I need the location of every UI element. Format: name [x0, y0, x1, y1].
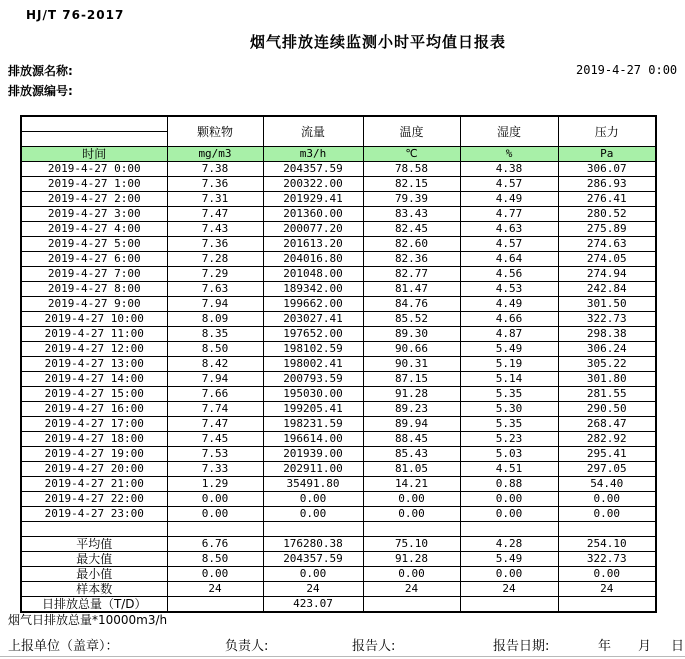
table-row	[21, 192, 656, 207]
value-cell: 200077.20	[263, 222, 363, 237]
value-cell: 82.15	[363, 177, 460, 192]
unit-temperature: ℃	[363, 147, 460, 162]
value-cell: 7.43	[167, 222, 263, 237]
value-cell: 202911.00	[263, 462, 363, 477]
value-cell: 4.63	[460, 222, 558, 237]
table-row	[21, 507, 656, 522]
value-cell: 8.09	[167, 312, 263, 327]
value-cell: 7.47	[167, 207, 263, 222]
value-cell: 7.47	[167, 417, 263, 432]
table-row	[21, 162, 656, 177]
value-cell: 200793.59	[263, 372, 363, 387]
summary-label-cell: 日排放总量（T/D）	[21, 597, 167, 613]
value-cell: 301.50	[558, 297, 656, 312]
time-cell: 2019-4-27 20:00	[21, 462, 167, 477]
value-cell: 0.00	[558, 507, 656, 522]
table-row	[21, 207, 656, 222]
time-cell: 2019-4-27 9:00	[21, 297, 167, 312]
month-label: 月	[638, 639, 652, 654]
value-cell: 301.80	[558, 372, 656, 387]
summary-value-cell: 75.10	[363, 537, 460, 552]
value-cell: 7.63	[167, 282, 263, 297]
table-row	[21, 222, 656, 237]
value-cell: 298.38	[558, 327, 656, 342]
summary-value-cell: 24	[363, 582, 460, 597]
value-cell: 4.77	[460, 207, 558, 222]
value-cell: 82.60	[363, 237, 460, 252]
value-cell: 204016.80	[263, 252, 363, 267]
time-cell: 2019-4-27 12:00	[21, 342, 167, 357]
value-cell: 0.00	[167, 492, 263, 507]
value-cell: 4.38	[460, 162, 558, 177]
time-cell: 2019-4-27 4:00	[21, 222, 167, 237]
col-header-temperature: 温度	[363, 116, 460, 147]
value-cell: 5.03	[460, 447, 558, 462]
col-header-humidity: 湿度	[460, 116, 558, 147]
summary-label-cell: 最大值	[21, 552, 167, 567]
summary-value-cell	[460, 597, 558, 613]
time-cell: 2019-4-27 22:00	[21, 492, 167, 507]
time-cell: 2019-4-27 15:00	[21, 387, 167, 402]
value-cell: 7.94	[167, 372, 263, 387]
unit-header-row	[21, 147, 656, 162]
value-cell: 1.29	[167, 477, 263, 492]
time-cell: 2019-4-27 10:00	[21, 312, 167, 327]
table-row	[21, 327, 656, 342]
value-cell: 4.49	[460, 297, 558, 312]
time-header-blank-top	[21, 116, 167, 132]
page-title: 烟气排放连续监测小时平均值日报表	[250, 33, 507, 51]
value-cell: 201360.00	[263, 207, 363, 222]
time-cell: 2019-4-27 23:00	[21, 507, 167, 522]
spacer-cell	[21, 522, 167, 537]
table-row	[21, 237, 656, 252]
summary-row	[21, 582, 656, 597]
summary-row	[21, 537, 656, 552]
total-emission-note: 烟气日排放总量*10000m3/h	[8, 613, 168, 627]
time-cell: 2019-4-27 16:00	[21, 402, 167, 417]
time-cell: 2019-4-27 21:00	[21, 477, 167, 492]
value-cell: 7.31	[167, 192, 263, 207]
table-row	[21, 372, 656, 387]
value-cell: 198102.59	[263, 342, 363, 357]
value-cell: 14.21	[363, 477, 460, 492]
value-cell: 305.22	[558, 357, 656, 372]
value-cell: 198231.59	[263, 417, 363, 432]
day-label: 日	[671, 639, 685, 654]
reporter-label: 报告人:	[352, 639, 396, 654]
summary-row	[21, 597, 656, 613]
spacer-cell	[363, 522, 460, 537]
value-cell: 5.19	[460, 357, 558, 372]
value-cell: 286.93	[558, 177, 656, 192]
value-cell: 7.28	[167, 252, 263, 267]
year-label: 年	[598, 639, 612, 654]
table-row	[21, 387, 656, 402]
summary-value-cell: 0.00	[263, 567, 363, 582]
value-cell: 82.36	[363, 252, 460, 267]
value-cell: 4.66	[460, 312, 558, 327]
spacer-cell	[167, 522, 263, 537]
summary-label-cell: 最小值	[21, 567, 167, 582]
unit-pressure: Pa	[558, 147, 656, 162]
value-cell: 85.43	[363, 447, 460, 462]
value-cell: 8.35	[167, 327, 263, 342]
value-cell: 8.42	[167, 357, 263, 372]
time-cell: 2019-4-27 5:00	[21, 237, 167, 252]
summary-value-cell: 24	[558, 582, 656, 597]
table-row	[21, 357, 656, 372]
table-row	[21, 312, 656, 327]
table-row	[21, 252, 656, 267]
table-row	[21, 417, 656, 432]
value-cell: 81.05	[363, 462, 460, 477]
value-cell: 78.58	[363, 162, 460, 177]
value-cell: 4.56	[460, 267, 558, 282]
summary-value-cell	[558, 597, 656, 613]
time-cell: 2019-4-27 3:00	[21, 207, 167, 222]
table-row	[21, 177, 656, 192]
summary-value-cell: 254.10	[558, 537, 656, 552]
value-cell: 274.94	[558, 267, 656, 282]
value-cell: 199662.00	[263, 297, 363, 312]
summary-value-cell: 176280.38	[263, 537, 363, 552]
time-header-blank-bottom	[21, 132, 167, 147]
table-row	[21, 342, 656, 357]
summary-value-cell: 423.07	[263, 597, 363, 613]
source-code-label: 排放源编号:	[8, 84, 73, 98]
value-cell: 0.00	[167, 507, 263, 522]
report-date-label: 报告日期:	[493, 639, 550, 654]
table-row	[21, 402, 656, 417]
value-cell: 35491.80	[263, 477, 363, 492]
value-cell: 274.05	[558, 252, 656, 267]
unit-flow: m3/h	[263, 147, 363, 162]
value-cell: 0.00	[263, 507, 363, 522]
value-cell: 81.47	[363, 282, 460, 297]
summary-value-cell: 0.00	[363, 567, 460, 582]
value-cell: 84.76	[363, 297, 460, 312]
value-cell: 5.30	[460, 402, 558, 417]
value-cell: 281.55	[558, 387, 656, 402]
table-row	[21, 447, 656, 462]
summary-value-cell: 24	[263, 582, 363, 597]
summary-row	[21, 552, 656, 567]
value-cell: 280.52	[558, 207, 656, 222]
value-cell: 268.47	[558, 417, 656, 432]
value-cell: 276.41	[558, 192, 656, 207]
spacer-cell	[558, 522, 656, 537]
value-cell: 91.28	[363, 387, 460, 402]
value-cell: 290.50	[558, 402, 656, 417]
value-cell: 5.23	[460, 432, 558, 447]
value-cell: 7.36	[167, 177, 263, 192]
unit-humidity: %	[460, 147, 558, 162]
summary-value-cell	[167, 597, 263, 613]
value-cell: 0.00	[460, 507, 558, 522]
spacer-row	[21, 522, 656, 537]
unit-particulate: mg/m3	[167, 147, 263, 162]
value-cell: 189342.00	[263, 282, 363, 297]
value-cell: 5.35	[460, 417, 558, 432]
spacer-cell	[263, 522, 363, 537]
summary-value-cell: 6.76	[167, 537, 263, 552]
value-cell: 8.50	[167, 342, 263, 357]
standard-number: HJ/T 76-2017	[26, 8, 125, 22]
value-cell: 89.23	[363, 402, 460, 417]
value-cell: 7.36	[167, 237, 263, 252]
time-cell: 2019-4-27 2:00	[21, 192, 167, 207]
value-cell: 90.31	[363, 357, 460, 372]
value-cell: 82.77	[363, 267, 460, 282]
value-cell: 4.53	[460, 282, 558, 297]
time-cell: 2019-4-27 11:00	[21, 327, 167, 342]
value-cell: 195030.00	[263, 387, 363, 402]
table-row	[21, 267, 656, 282]
summary-label-cell: 平均值	[21, 537, 167, 552]
table-row	[21, 282, 656, 297]
value-cell: 306.24	[558, 342, 656, 357]
table-row	[21, 297, 656, 312]
time-cell: 2019-4-27 6:00	[21, 252, 167, 267]
value-cell: 5.49	[460, 342, 558, 357]
responsible-person-label: 负责人:	[225, 639, 269, 654]
value-cell: 201048.00	[263, 267, 363, 282]
value-cell: 0.00	[363, 507, 460, 522]
value-cell: 7.33	[167, 462, 263, 477]
value-cell: 204357.59	[263, 162, 363, 177]
value-cell: 82.45	[363, 222, 460, 237]
summary-value-cell: 0.00	[167, 567, 263, 582]
value-cell: 0.00	[558, 492, 656, 507]
time-cell: 2019-4-27 13:00	[21, 357, 167, 372]
col-header-flow: 流量	[263, 116, 363, 147]
report-datetime: 2019-4-27 0:00	[576, 63, 678, 77]
value-cell: 203027.41	[263, 312, 363, 327]
value-cell: 4.49	[460, 192, 558, 207]
value-cell: 199205.41	[263, 402, 363, 417]
summary-value-cell	[363, 597, 460, 613]
value-cell: 201939.00	[263, 447, 363, 462]
value-cell: 201613.20	[263, 237, 363, 252]
summary-value-cell: 5.49	[460, 552, 558, 567]
value-cell: 197652.00	[263, 327, 363, 342]
value-cell: 7.74	[167, 402, 263, 417]
value-cell: 4.87	[460, 327, 558, 342]
value-cell: 0.00	[363, 492, 460, 507]
summary-value-cell: 204357.59	[263, 552, 363, 567]
time-cell: 2019-4-27 19:00	[21, 447, 167, 462]
col-header-particulate: 颗粒物	[167, 116, 263, 147]
value-cell: 5.14	[460, 372, 558, 387]
summary-value-cell: 24	[460, 582, 558, 597]
value-cell: 4.57	[460, 177, 558, 192]
time-cell: 2019-4-27 1:00	[21, 177, 167, 192]
time-header: 时间	[21, 147, 167, 162]
bottom-divider	[0, 656, 685, 657]
value-cell: 4.57	[460, 237, 558, 252]
value-cell: 196614.00	[263, 432, 363, 447]
time-cell: 2019-4-27 0:00	[21, 162, 167, 177]
value-cell: 89.94	[363, 417, 460, 432]
value-cell: 322.73	[558, 312, 656, 327]
value-cell: 7.29	[167, 267, 263, 282]
value-cell: 282.92	[558, 432, 656, 447]
summary-value-cell: 24	[167, 582, 263, 597]
summary-value-cell: 8.50	[167, 552, 263, 567]
value-cell: 7.45	[167, 432, 263, 447]
col-header-pressure: 压力	[558, 116, 656, 147]
summary-value-cell: 91.28	[363, 552, 460, 567]
value-cell: 90.66	[363, 342, 460, 357]
summary-row	[21, 567, 656, 582]
table-row	[21, 432, 656, 447]
report-unit-label: 上报单位（盖章）：	[8, 639, 119, 654]
value-cell: 275.89	[558, 222, 656, 237]
spacer-cell	[460, 522, 558, 537]
value-cell: 83.43	[363, 207, 460, 222]
time-cell: 2019-4-27 14:00	[21, 372, 167, 387]
value-cell: 4.51	[460, 462, 558, 477]
report-table	[20, 115, 657, 613]
summary-value-cell: 0.00	[558, 567, 656, 582]
table-row	[21, 492, 656, 507]
value-cell: 274.63	[558, 237, 656, 252]
time-cell: 2019-4-27 18:00	[21, 432, 167, 447]
summary-value-cell: 0.00	[460, 567, 558, 582]
summary-value-cell: 4.28	[460, 537, 558, 552]
value-cell: 306.07	[558, 162, 656, 177]
value-cell: 89.30	[363, 327, 460, 342]
value-cell: 198002.41	[263, 357, 363, 372]
param-header-row	[21, 116, 656, 132]
time-cell: 2019-4-27 17:00	[21, 417, 167, 432]
value-cell: 7.66	[167, 387, 263, 402]
value-cell: 200322.00	[263, 177, 363, 192]
value-cell: 7.53	[167, 447, 263, 462]
value-cell: 85.52	[363, 312, 460, 327]
value-cell: 242.84	[558, 282, 656, 297]
table-row	[21, 462, 656, 477]
time-cell: 2019-4-27 7:00	[21, 267, 167, 282]
value-cell: 88.45	[363, 432, 460, 447]
value-cell: 4.64	[460, 252, 558, 267]
value-cell: 87.15	[363, 372, 460, 387]
value-cell: 79.39	[363, 192, 460, 207]
value-cell: 0.00	[460, 492, 558, 507]
value-cell: 295.41	[558, 447, 656, 462]
value-cell: 0.00	[263, 492, 363, 507]
value-cell: 7.94	[167, 297, 263, 312]
value-cell: 7.38	[167, 162, 263, 177]
value-cell: 5.35	[460, 387, 558, 402]
value-cell: 297.05	[558, 462, 656, 477]
source-name-label: 排放源名称:	[8, 64, 73, 78]
value-cell: 54.40	[558, 477, 656, 492]
summary-label-cell: 样本数	[21, 582, 167, 597]
summary-value-cell: 322.73	[558, 552, 656, 567]
value-cell: 201929.41	[263, 192, 363, 207]
report-table-container	[20, 115, 657, 613]
table-row	[21, 477, 656, 492]
value-cell: 0.88	[460, 477, 558, 492]
time-cell: 2019-4-27 8:00	[21, 282, 167, 297]
